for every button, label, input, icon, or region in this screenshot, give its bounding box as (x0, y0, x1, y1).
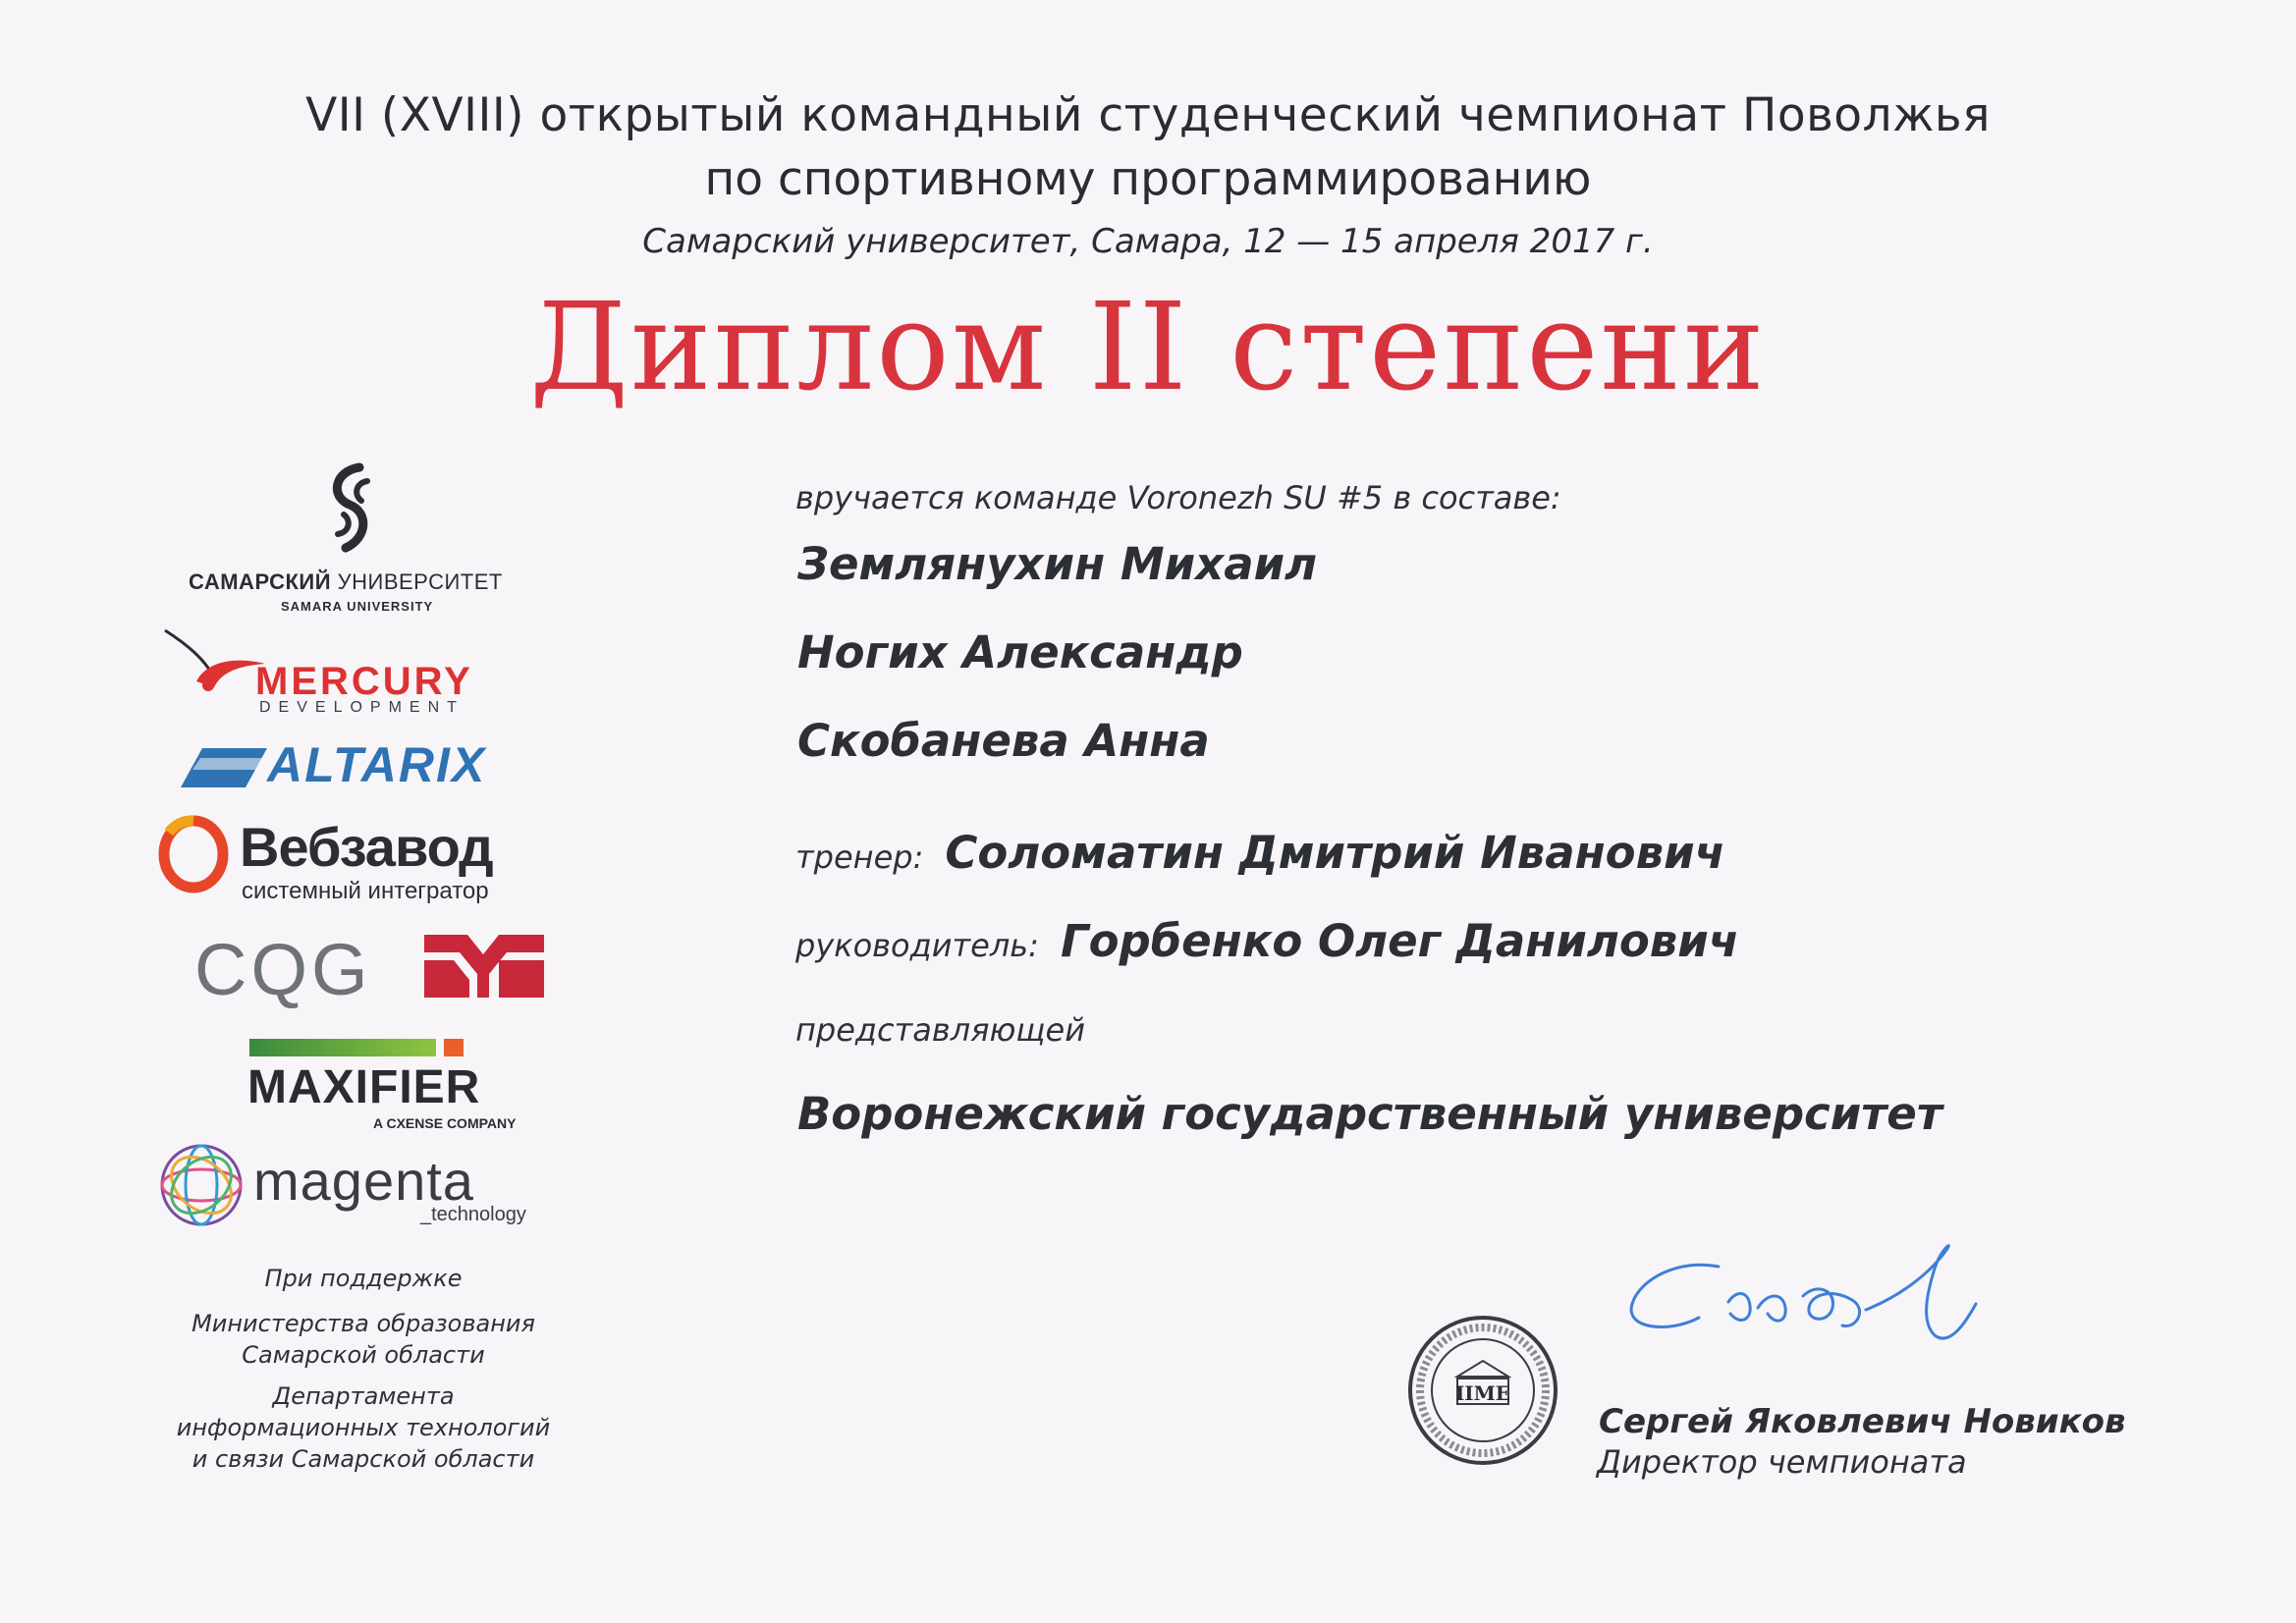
altarix-wordmark: ALTARIX (267, 737, 487, 792)
support-org2-line2: информационных технологий (176, 1414, 551, 1441)
maxifier-bar-icon (249, 1039, 465, 1056)
maxifier-sub: A CXENSE COMPANY (373, 1115, 517, 1131)
signatory-role: Директор чемпионата (1597, 1443, 1967, 1481)
mercury-wordmark: MERCURY (255, 660, 473, 703)
samara-university-sub: SAMARA UNIVERSITY (281, 599, 434, 614)
seal-text: IIME (1454, 1381, 1511, 1405)
altarix-emblem-icon (173, 742, 271, 791)
head-label: руководитель: (795, 927, 1039, 964)
head-row (795, 915, 1739, 967)
support-org1-line2: Самарской области (242, 1341, 485, 1369)
signatory-name: Сергей Яковлевич Новиков (1599, 1402, 2126, 1441)
samara-university-wordmark (189, 569, 503, 595)
support-org2-line3: и связи Самарской области (191, 1445, 535, 1473)
signature-scribble (1611, 1239, 2043, 1357)
maxifier-wordmark: MAXIFIER (247, 1061, 481, 1113)
samara-university-logo (316, 461, 391, 556)
magenta-wordmark: magenta (253, 1150, 474, 1212)
championship-subtitle: по спортивному программированию (704, 152, 1592, 206)
webzavod-sub: системный интегратор (242, 878, 489, 904)
institute-seal-icon (1404, 1312, 1561, 1469)
head-name: Горбенко Олег Данилович (1060, 915, 1739, 967)
championship-title: VII (XVIII) открытый командный студенческий чемпионат Поволжья (305, 88, 1991, 142)
cqg-wordmark: CQG (194, 929, 372, 1010)
team-member-1: Землянухин Михаил (797, 538, 1318, 590)
webzavod-ring-icon (155, 813, 232, 895)
mercury-sub: DEVELOPMENT (259, 699, 465, 716)
representing-label: представляющей (795, 1011, 1086, 1049)
university-name: Воронежский государственный университет (797, 1088, 1942, 1140)
cqg-emblem-icon (424, 935, 544, 998)
support-org2-line1: Департамента (272, 1382, 455, 1410)
coach-row (795, 827, 1725, 879)
samara-wordmark-light: УНИВЕРСИТЕТ (337, 569, 503, 594)
magenta-globe-icon (157, 1141, 246, 1229)
magenta-sub: _technology (420, 1204, 526, 1225)
support-label: При поддержке (264, 1265, 463, 1292)
award-intro: вручается команде Voronezh SU #5 в составе: (795, 479, 1561, 516)
samara-wordmark-bold: САМАРСКИЙ (189, 569, 332, 594)
championship-place-date: Самарский университет, Самара, 12 — 15 апреля 2017 г. (642, 222, 1654, 261)
team-member-2: Ногих Александр (797, 626, 1243, 678)
support-org1-line1: Министерства образования (191, 1310, 535, 1337)
coach-label: тренер: (795, 839, 924, 876)
coach-name: Соломатин Дмитрий Иванович (945, 827, 1725, 879)
diploma-title: Диплом II степени (529, 277, 1767, 418)
team-member-3: Скобанева Анна (797, 715, 1210, 767)
webzavod-wordmark: Вебзавод (240, 816, 493, 878)
